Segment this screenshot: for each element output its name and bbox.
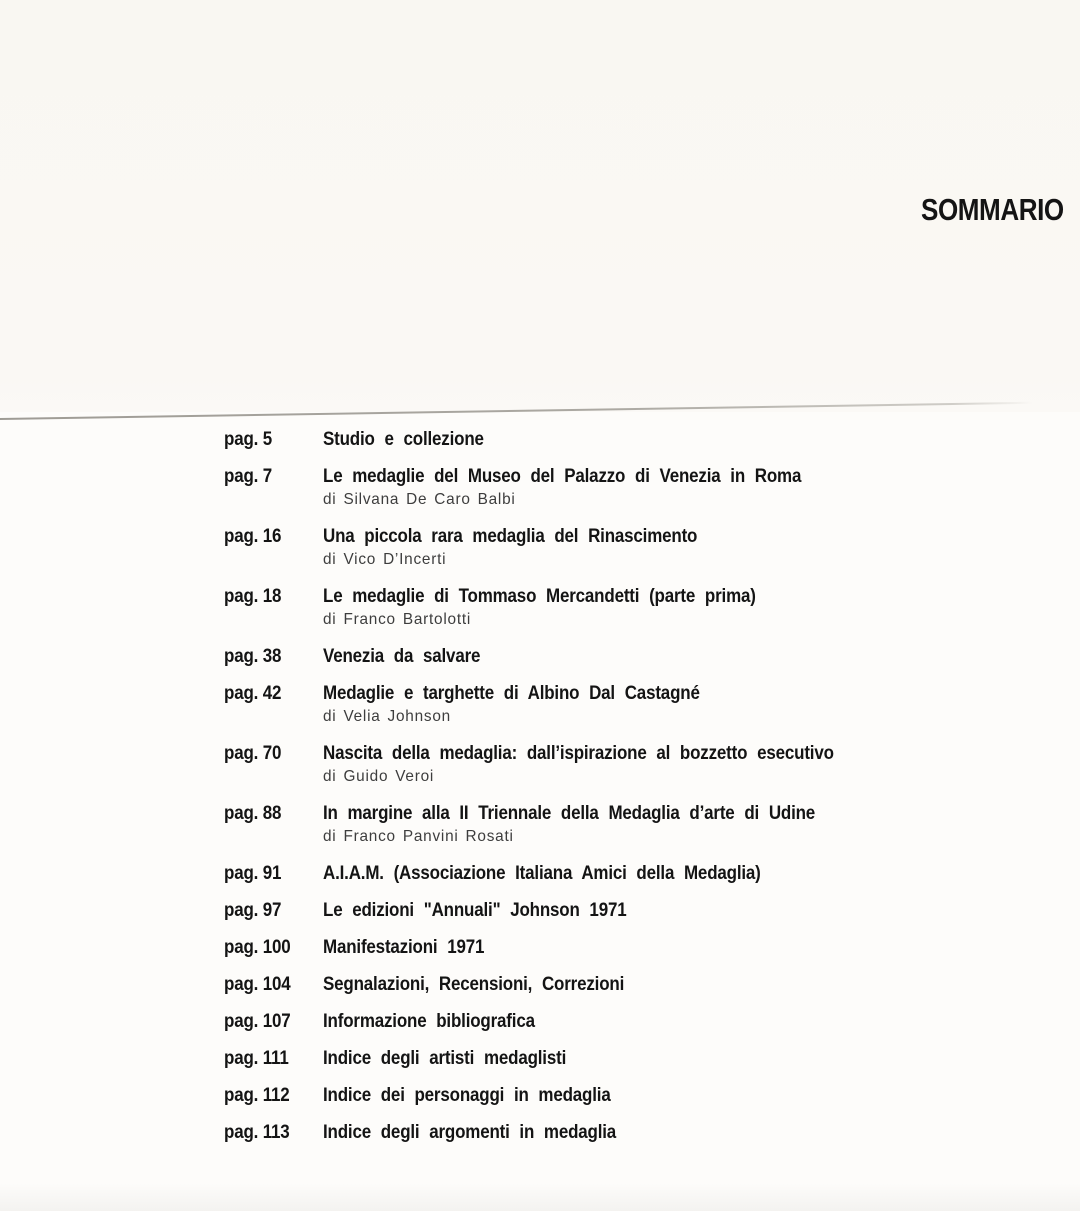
toc-entry-page-label <box>224 1047 323 1069</box>
toc-entry-author-text: di Franco Panvini Rosati <box>323 828 514 845</box>
toc-entry-page-label <box>224 899 323 921</box>
toc-entry-page-label-text: pag. 7 <box>224 465 272 487</box>
toc-entry-title-text: Le medaglie del Museo del Palazzo di Venezia in Roma <box>323 465 802 487</box>
toc-entry-page-label <box>224 742 323 764</box>
toc-entry-body <box>323 1047 602 1069</box>
toc-entry-title <box>323 645 504 667</box>
toc-entry-page-label <box>224 1084 323 1106</box>
toc-entry-title <box>323 1121 660 1143</box>
toc-entry-title-text: Una piccola rara medaglia del Rinascimento <box>323 525 698 547</box>
toc-entry-title-text: In margine alla II Triennale della Medaglia d’arte di Udine <box>323 802 816 824</box>
toc-entry <box>224 525 944 569</box>
toc-entry-title-text: Indice degli argomenti in medaglia <box>323 1121 617 1143</box>
page-bottom-edge-shadow <box>0 1183 1080 1211</box>
toc-entry-title <box>323 1084 654 1106</box>
toc-entry-title-text: A.I.A.M. (Associazione Italiana Amici della Medaglia) <box>323 862 761 884</box>
toc-entry-page-label-text: pag. 104 <box>224 973 291 995</box>
toc-entry <box>224 1047 944 1069</box>
toc-entry-body <box>323 802 889 846</box>
toc-entry-title <box>323 899 672 921</box>
toc-entry-title <box>323 428 508 450</box>
toc-entry-page-label-text: pag. 16 <box>224 525 282 547</box>
toc-entry-page-label-text: pag. 70 <box>224 742 282 764</box>
toc-entry-body <box>323 428 508 450</box>
toc-entry-title <box>323 1010 567 1032</box>
toc-entry-page-label <box>224 936 323 958</box>
toc-entry-page-label <box>224 645 323 667</box>
toc-entry-body <box>323 899 672 921</box>
toc-entry-page-label-text: pag. 91 <box>224 862 282 884</box>
toc-entry-author <box>323 550 753 569</box>
toc-list <box>224 428 944 1158</box>
toc-entry-title-text: Venezia da salvare <box>323 645 481 667</box>
toc-entry-title-text: Le medaglie di Tommaso Mercandetti (parte prima) <box>323 585 756 607</box>
toc-entry-page-label-text: pag. 97 <box>224 899 282 921</box>
toc-entry-body <box>323 936 508 958</box>
toc-entry-page-label <box>224 585 323 607</box>
toc-entry-title-text: Studio e collezione <box>323 428 484 450</box>
toc-entry-title-text: Nascita della medaglia: dall’ispirazione al bozzetto esecutivo <box>323 742 834 764</box>
toc-entry-body <box>323 1121 660 1143</box>
toc-entry-title <box>323 1047 602 1069</box>
toc-entry <box>224 645 944 667</box>
toc-entry-page-label-text: pag. 100 <box>224 936 291 958</box>
toc-entry-author-text: di Guido Veroi <box>323 768 435 785</box>
toc-entry <box>224 862 944 884</box>
toc-entry-title <box>323 742 910 764</box>
toc-entry-title-text: Segnalazioni, Recensioni, Correzioni <box>323 973 625 995</box>
toc-entry-body <box>323 465 873 509</box>
toc-entry-title-text: Informazione bibliografica <box>323 1010 535 1032</box>
toc-entry-author <box>323 490 873 509</box>
toc-entry-author <box>323 610 820 629</box>
toc-entry-page-label <box>224 1121 323 1143</box>
toc-entry-page-label <box>224 428 323 450</box>
toc-entry-page-label <box>224 1010 323 1032</box>
toc-entry-title <box>323 862 826 884</box>
toc-entry-author <box>323 707 756 726</box>
toc-entry-author <box>323 767 910 786</box>
toc-entry-author <box>323 827 889 846</box>
toc-entry-author-text: di Silvana De Caro Balbi <box>323 491 516 508</box>
toc-entry-page-label-text: pag. 107 <box>224 1010 291 1032</box>
toc-entry-author-text: di Velia Johnson <box>323 708 452 725</box>
toc-entry-page-label-text: pag. 38 <box>224 645 282 667</box>
toc-entry <box>224 585 944 629</box>
toc-entry-title-text: Manifestazioni 1971 <box>323 936 485 958</box>
toc-entry-body <box>323 585 820 629</box>
page-title: SOMMARIO <box>921 192 1064 227</box>
toc-entry <box>224 936 944 958</box>
toc-entry-title-text: Indice dei personaggi in medaglia <box>323 1084 611 1106</box>
toc-entry-body <box>323 1010 567 1032</box>
toc-entry-page-label-text: pag. 18 <box>224 585 282 607</box>
toc-entry <box>224 465 944 509</box>
toc-entry-page-label-text: pag. 88 <box>224 802 282 824</box>
toc-entry-page-label <box>224 525 323 547</box>
toc-entry-page-label <box>224 802 323 824</box>
toc-entry <box>224 1010 944 1032</box>
toc-entry-title-text: Medaglie e targhette di Albino Dal Castagné <box>323 682 700 704</box>
page-fold-shading <box>0 0 1080 412</box>
toc-entry-title <box>323 802 889 824</box>
toc-entry-title <box>323 585 820 607</box>
toc-entry <box>224 682 944 726</box>
toc-entry-page-label-text: pag. 113 <box>224 1121 290 1143</box>
toc-entry <box>224 802 944 846</box>
toc-entry-body <box>323 682 756 726</box>
toc-entry-title <box>323 936 508 958</box>
toc-entry-page-label-text: pag. 112 <box>224 1084 290 1106</box>
toc-entry <box>224 1121 944 1143</box>
toc-entry-title <box>323 465 873 487</box>
toc-entry-body <box>323 645 504 667</box>
toc-entry <box>224 1084 944 1106</box>
toc-entry-page-label <box>224 973 323 995</box>
toc-entry <box>224 973 944 995</box>
toc-entry-title-text: Indice degli artisti medaglisti <box>323 1047 567 1069</box>
toc-entry-page-label-text: pag. 42 <box>224 682 282 704</box>
toc-entry-title-text: Le edizioni "Annuali" Johnson 1971 <box>323 899 627 921</box>
toc-entry-page-label <box>224 465 323 487</box>
toc-entry-body <box>323 525 753 569</box>
toc-entry-title <box>323 525 753 547</box>
toc-entry-page-label <box>224 862 323 884</box>
toc-entry <box>224 742 944 786</box>
toc-entry-body <box>323 862 826 884</box>
toc-entry <box>224 899 944 921</box>
toc-entry-page-label-text: pag. 5 <box>224 428 272 450</box>
toc-entry-body <box>323 742 910 786</box>
toc-entry-title <box>323 973 669 995</box>
toc-entry-body <box>323 973 669 995</box>
toc-entry-author-text: di Franco Bartolotti <box>323 611 472 628</box>
toc-entry-page-label <box>224 682 323 704</box>
toc-entry-author-text: di Vico D’Incerti <box>323 551 447 568</box>
toc-entry-title <box>323 682 756 704</box>
toc-entry-page-label-text: pag. 111 <box>224 1047 289 1069</box>
toc-entry <box>224 428 944 450</box>
toc-entry-body <box>323 1084 654 1106</box>
